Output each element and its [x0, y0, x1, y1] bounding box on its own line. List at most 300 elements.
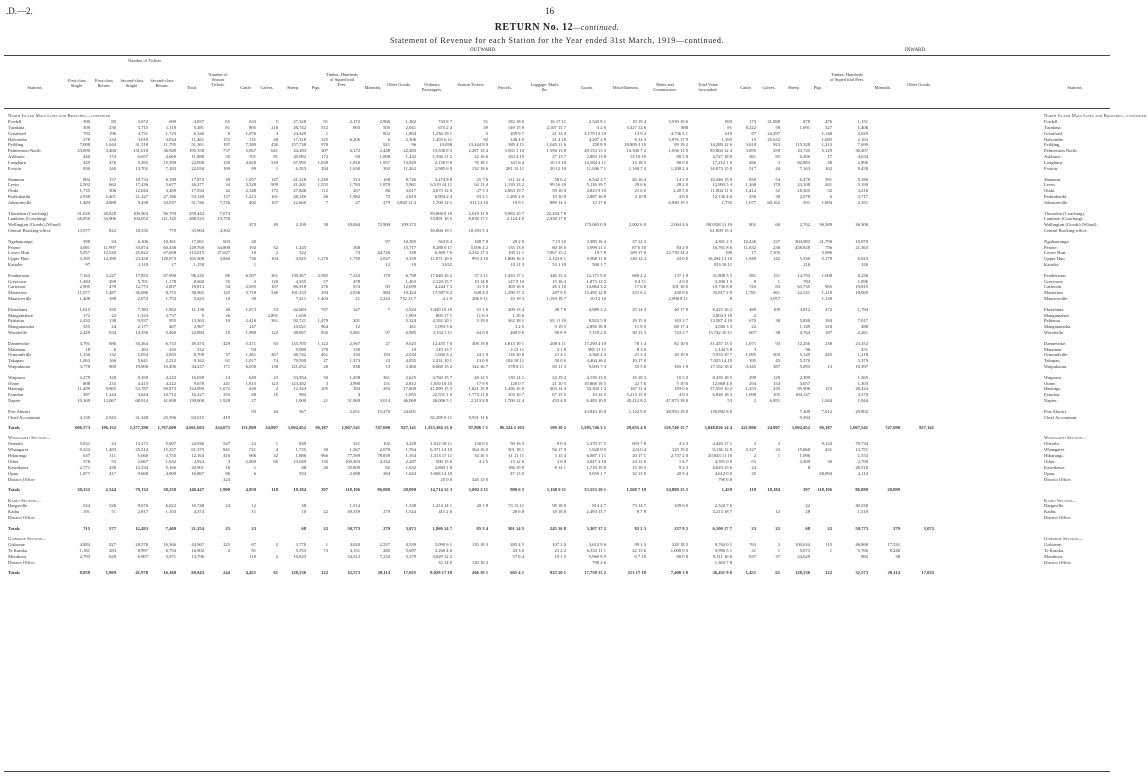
- cell-value: 9,162: [193, 358, 204, 364]
- cell-value: 5,830: [799, 318, 810, 324]
- cell-value: 390: [83, 118, 90, 124]
- cell-value: 175,065 0 9: [584, 222, 606, 228]
- station-name-right: Johnsonville.: [1044, 200, 1069, 206]
- cell-value: 9,111 16 6: [712, 553, 732, 559]
- cell-value: 64 0 8: [476, 330, 488, 336]
- cell-value: 49,474: [191, 340, 204, 346]
- cell-value: 166: [109, 358, 116, 364]
- cell-value: 218: [825, 324, 832, 330]
- cell-value: 3,380 16 4: [586, 238, 606, 244]
- cell-value: 129: [773, 374, 780, 380]
- cell-value: 4,989 3 2: [588, 306, 606, 312]
- cell-value: 92,721: [293, 318, 306, 324]
- cell-value: 923 18 11: [713, 262, 732, 268]
- col-stations: Stations.: [27, 85, 43, 90]
- cell-value: 630: [249, 386, 256, 392]
- cell-value: 5,054: [137, 352, 148, 358]
- cell-value: 3,820 11 4: [396, 200, 416, 206]
- cell-value: 278: [83, 136, 90, 142]
- cell-value: 183 0 6: [674, 386, 688, 392]
- cell-value: 2,771: [79, 464, 90, 470]
- cell-value: 68,843: [191, 570, 204, 576]
- cell-value: 2,123 8 1: [548, 256, 566, 262]
- cell-value: 2,095: [245, 284, 256, 290]
- cell-value: 8: [753, 278, 756, 284]
- station-name-right: Mauriceville.: [1044, 296, 1069, 302]
- cell-value: 7,309: [799, 408, 810, 414]
- cell-value: 6,340: [193, 130, 204, 136]
- cell-value: 4,560 2 3: [588, 352, 606, 358]
- station-name-right: Ngahauranga.: [1044, 238, 1070, 244]
- cell-value: 109,372: [401, 222, 416, 228]
- cell-value: 3,565 1 10: [504, 148, 524, 154]
- cell-value: 35,809: [347, 464, 360, 470]
- cell-value: 1,303: [857, 380, 868, 386]
- cell-value: 4 0 3: [678, 392, 688, 398]
- cell-value: 5,370: [799, 358, 810, 364]
- station-name-right: Featherston.: [1044, 272, 1067, 278]
- col-tickets-group: Number of Tickets.: [127, 58, 163, 63]
- cell-value: 3,072: [923, 525, 934, 531]
- cell-value: 128,236: [291, 570, 306, 576]
- cell-value: 100,634: [795, 542, 810, 548]
- cell-value: 63,735: [797, 284, 810, 290]
- cell-value: 24,297: [767, 130, 780, 136]
- cell-value: 37: [775, 553, 780, 559]
- cell-value: 31,808 5 5: [712, 272, 732, 278]
- cell-value: 14,584 2 11: [584, 160, 606, 166]
- cell-value: 195,358: [189, 148, 204, 154]
- cell-value: 985 11 11: [587, 346, 606, 352]
- cell-value: 649: [249, 374, 256, 380]
- cell-value: 96,324 2 103: [499, 425, 524, 430]
- cell-value: 18 18 8: [552, 509, 566, 515]
- cell-value: 1,989: [245, 330, 256, 336]
- cell-value: 12,171 9 0: [586, 272, 606, 278]
- cell-value: 17: [171, 262, 176, 268]
- cell-value: 102: [825, 166, 832, 172]
- cell-value: 1,735: [79, 188, 90, 194]
- cell-value: 1,957: [379, 160, 390, 166]
- cell-value: 984: [299, 392, 306, 398]
- col-total: Total.: [186, 85, 198, 90]
- cell-value: 6,100 17 7: [712, 525, 732, 531]
- cell-value: 1,096: [799, 453, 810, 459]
- station-name: Shannon: [8, 176, 25, 182]
- cell-value: 303 14 3: [549, 386, 566, 392]
- cell-value: 24 19 2: [552, 374, 566, 380]
- cell-value: 5,471: [245, 340, 256, 346]
- cell-value: 22: [323, 509, 328, 515]
- cell-value: 53,954: [293, 374, 306, 380]
- cell-value: 2,027: [379, 256, 390, 262]
- station-name: Otaki: [8, 188, 19, 194]
- cell-value: 8,858: [79, 570, 90, 576]
- cell-value: 10,385: [403, 238, 416, 244]
- col-sheep: Sheep.: [287, 85, 299, 90]
- cell-value: 35: [225, 154, 230, 160]
- station-name: Longburn: [8, 160, 27, 166]
- cell-value: 2,433: [79, 318, 90, 324]
- cell-value: 99,068 9 10: [430, 210, 452, 216]
- cell-value: 11,409: [77, 386, 90, 392]
- cell-value: 2,213 8 8: [470, 398, 488, 404]
- cell-value: 13,977: [77, 228, 90, 234]
- cell-value: 1: [777, 278, 780, 284]
- cell-value: 294: [749, 380, 756, 386]
- cell-value: 6,985: [405, 330, 416, 336]
- cell-value: 19 10 0: [552, 194, 566, 200]
- cell-value: 205: [321, 386, 328, 392]
- table-section: [4, 536, 1110, 565]
- cell-value: 224 0 4: [632, 447, 646, 453]
- cell-value: 841: [223, 447, 230, 453]
- cell-value: 85 3 4: [476, 525, 488, 531]
- page-code: .D.—2.: [6, 6, 33, 16]
- cell-value: 37: [225, 352, 230, 358]
- cell-value: 747,690: [375, 425, 390, 430]
- cell-value: 387: [773, 364, 780, 370]
- cell-value: 5,381: [193, 124, 204, 130]
- cell-value: 6,657: [137, 154, 148, 160]
- cell-value: 13,067: [103, 398, 116, 404]
- cell-value: 138: [109, 318, 116, 324]
- station-name-right: Otaki.: [1044, 188, 1056, 194]
- cell-value: 17,809: [403, 386, 416, 392]
- cell-value: 430: [109, 464, 116, 470]
- cell-value: 1,017: [245, 358, 256, 364]
- cell-value: 1,620 9 0: [588, 447, 606, 453]
- cell-value: 51,746: [191, 200, 204, 206]
- cell-value: 20,843 11 10: [708, 453, 732, 459]
- cell-value: 122: [825, 570, 832, 576]
- cell-value: 131: [249, 136, 256, 142]
- cell-value: 429: [223, 340, 230, 346]
- cell-value: 151: [773, 272, 780, 278]
- cell-value: 24,946: [191, 441, 204, 447]
- cell-value: 1,433 17 1: [504, 272, 524, 278]
- cell-value: 693 7 8: [632, 441, 646, 447]
- cell-value: 22,730 14 2: [666, 250, 688, 256]
- table-section: [4, 211, 1110, 235]
- cell-value: 326 15 0: [471, 476, 488, 482]
- cell-value: 29 15 0: [632, 318, 646, 324]
- cell-value: 59 16 0: [552, 188, 566, 194]
- station-name: Hastings: [8, 386, 25, 392]
- cell-value: 3: [753, 346, 756, 352]
- cell-value: 1,585,746 3 1: [580, 425, 606, 430]
- cell-value: 478: [353, 278, 360, 284]
- cell-value: 287 9 5: [552, 290, 566, 296]
- table-row: [4, 262, 1110, 268]
- cell-value: 23: [251, 525, 256, 531]
- cell-value: 1,414 14 1: [432, 503, 452, 509]
- cell-value: 193: [383, 352, 390, 358]
- cell-value: 1,168 0 11: [546, 487, 566, 493]
- cell-value: 187: [825, 330, 832, 336]
- cell-value: 3,227: [105, 272, 116, 278]
- cell-value: 73: [385, 194, 390, 200]
- cell-value: 1,213: [821, 142, 832, 148]
- station-name-right: Ashhurst.: [1044, 154, 1062, 160]
- cell-value: 7,232: [379, 553, 390, 559]
- cell-value: 7,105: [769, 250, 780, 256]
- cell-value: 51: [483, 118, 488, 124]
- cell-value: 83: [775, 284, 780, 290]
- cell-value: 2,212: [165, 358, 176, 364]
- cell-value: 4,374: [193, 509, 204, 515]
- cell-value: 96: [411, 142, 416, 148]
- cell-value: 44,967: [191, 542, 204, 548]
- cell-value: 3,030 10 10: [430, 306, 452, 312]
- cell-value: 82,285 8 11: [430, 414, 452, 420]
- cell-value: 29,802: [855, 408, 868, 414]
- cell-value: 524: [83, 503, 90, 509]
- cell-value: 42: [225, 188, 230, 194]
- cell-value: 77,589: [347, 453, 360, 459]
- cell-value: 1,313 17 11: [430, 453, 452, 459]
- cell-value: 20 17 1: [632, 453, 646, 459]
- cell-value: 1: [275, 166, 278, 172]
- cell-value: 7,343: [349, 272, 360, 278]
- cell-value: 8,823 5 8: [588, 318, 606, 324]
- table-row: [4, 415, 1110, 421]
- cell-value: 53: [727, 398, 732, 404]
- cell-value: 45,212 8 2: [626, 398, 646, 404]
- cell-value: 13: [385, 364, 390, 370]
- cell-value: 2,107 15 7: [546, 124, 566, 130]
- cell-value: 9,438: [137, 200, 148, 206]
- cell-value: 2,625: [405, 374, 416, 380]
- station-name-right: Mangatainoka.: [1044, 324, 1072, 330]
- cell-value: 82 10 0: [674, 340, 688, 346]
- cell-value: 179: [321, 346, 328, 352]
- cell-value: 3,379: [857, 358, 868, 364]
- cell-value: 430: [271, 142, 278, 148]
- page-subtitle: Statement of Revenue for each Station for the Year ended 31st March, 1919—continued.: [389, 36, 725, 45]
- cell-value: 1,944: [857, 398, 868, 404]
- cell-value: 391: [825, 176, 832, 182]
- cell-value: 192: [249, 244, 256, 250]
- station-name: Palmerston North: [8, 148, 41, 154]
- cell-value: 259: [773, 148, 780, 154]
- cell-value: 311 13 10: [469, 200, 488, 206]
- cell-value: 619: [725, 130, 732, 136]
- cell-value: 13 9 4: [634, 130, 646, 136]
- cell-value: 21: [323, 398, 328, 404]
- station-name-right: Parikakariki.: [1044, 194, 1068, 200]
- station-name: Otane: [8, 380, 19, 386]
- cell-value: 101,333: [291, 290, 306, 296]
- cell-value: 168: [383, 176, 390, 182]
- cell-value: 37 12 3: [632, 238, 646, 244]
- cell-value: 115,328: [795, 142, 810, 148]
- station-name: Lower Hutt: [8, 250, 30, 256]
- station-name: Takapau: [8, 358, 24, 364]
- cell-value: 32: [827, 188, 832, 194]
- cell-value: 22 16 6: [474, 154, 488, 160]
- cell-value: 827: [109, 542, 116, 548]
- cell-value: 16,168: [163, 570, 176, 576]
- cell-value: 3,550 19 6: [668, 118, 688, 124]
- cell-value: 327: [825, 124, 832, 130]
- cell-value: 3,071: [165, 553, 176, 559]
- cell-value: 3,216: [857, 188, 868, 194]
- cell-value: 68: [301, 525, 306, 531]
- cell-value: 19,736 8 8: [712, 284, 732, 290]
- cell-value: 10,169: [77, 398, 90, 404]
- cell-value: 2,277,290: [129, 425, 148, 430]
- cell-value: 13,750: [217, 216, 230, 222]
- cell-value: 10 14 5: [592, 392, 606, 398]
- cell-value: 1,784: [857, 306, 868, 312]
- cell-value: 99 1 3: [634, 542, 646, 548]
- cell-value: 2,702: [799, 222, 810, 228]
- cell-value: 11,071 10 0: [430, 256, 452, 262]
- cell-value: 4,355: [295, 278, 306, 284]
- cell-value: 430 8 6: [674, 290, 688, 296]
- cell-value: 923: [773, 142, 780, 148]
- cell-value: 12: [251, 503, 256, 509]
- cell-value: 324: [223, 476, 230, 482]
- cell-value: 92: [483, 136, 488, 142]
- cell-value: 23,352: [855, 340, 868, 346]
- cell-value: 13,742 10 11: [708, 330, 732, 336]
- cell-value: 1,514: [349, 503, 360, 509]
- cell-value: 28,518: [855, 464, 868, 470]
- station-name-right: Otane.: [1044, 380, 1057, 386]
- cell-value: 1,818: [349, 160, 360, 166]
- cell-value: 3,999 11 1: [586, 244, 606, 250]
- cell-value: 109,963: [133, 210, 148, 216]
- cell-value: 1,632: [405, 464, 416, 470]
- cell-value: 6,172: [349, 148, 360, 154]
- cell-value: 335: [109, 306, 116, 312]
- cell-value: 2: [275, 542, 278, 548]
- cell-value: 22,551 1 0: [432, 392, 452, 398]
- cell-value: 33,074: [135, 244, 148, 250]
- cell-value: 1,692 3 2: [434, 352, 452, 358]
- cell-value: 7,118 2 0: [588, 330, 606, 336]
- cell-value: 690: [169, 118, 176, 124]
- table-section: [4, 239, 1110, 268]
- cell-value: 8 14 1: [554, 464, 566, 470]
- col-pigs: Pigs.: [311, 85, 321, 90]
- cell-value: 802: [383, 130, 390, 136]
- cell-value: 47,073 18 0: [666, 398, 688, 404]
- cell-value: 3,260 4 6: [434, 547, 452, 553]
- cell-value: 150: [223, 160, 230, 166]
- cell-value: 12: [355, 324, 360, 330]
- cell-value: 15,270: [377, 408, 390, 414]
- cell-value: 13,520: [103, 250, 116, 256]
- station-name: Port Ahuriri: [8, 408, 31, 414]
- cell-value: 9,169: [137, 374, 148, 380]
- totals-row: [4, 425, 1110, 431]
- cell-value: 90 8 9: [554, 330, 566, 336]
- cell-value: 51,969: [347, 398, 360, 404]
- cell-value: 9 0 4: [556, 441, 566, 447]
- col-inward-cattle: Cattle.: [740, 85, 752, 90]
- cell-value: 2,279: [79, 374, 90, 380]
- cell-value: 19,006: [135, 364, 148, 370]
- col-second-single: Second-class Single.: [120, 78, 144, 88]
- cell-value: 673 2 4: [438, 124, 452, 130]
- cell-value: 16 18 3: [632, 374, 646, 380]
- cell-value: 25,632: [767, 136, 780, 142]
- cell-value: 814 4 7: [592, 503, 606, 509]
- cell-value: 397: [321, 487, 328, 493]
- cell-value: 2,938: [79, 194, 90, 200]
- cell-value: 17,212 1 8: [712, 160, 732, 166]
- cell-value: 18,184: [767, 487, 780, 493]
- cell-value: 23 18 5: [632, 160, 646, 166]
- cell-value: 34,800: [217, 244, 230, 250]
- col-calves: Calves.: [260, 85, 274, 90]
- cell-value: 3,034: [165, 136, 176, 142]
- table-row: [4, 166, 1110, 172]
- page-bottom-rule: [4, 771, 1110, 772]
- cell-value: 4,539: [405, 542, 416, 548]
- cell-value: 17,162 18 0: [710, 364, 732, 370]
- cell-value: 11,880: [191, 154, 204, 160]
- cell-value: 20 10 0: [674, 352, 688, 358]
- cell-value: 10,424: [403, 290, 416, 296]
- cell-value: 378 8 11: [508, 364, 524, 370]
- cell-value: 11 6 3: [476, 312, 488, 318]
- cell-value: 60: [775, 222, 780, 228]
- cell-value: 39: [775, 194, 780, 200]
- cell-value: 4,243: [165, 374, 176, 380]
- cell-value: 500 1 7: [592, 262, 606, 268]
- cell-value: 1,404: [317, 296, 328, 302]
- cell-value: 1,894: [821, 200, 832, 206]
- cell-value: 2,737 2 0: [670, 453, 688, 459]
- cell-value: 1: [253, 262, 256, 268]
- cell-value: 118,196: [817, 487, 832, 493]
- cell-value: 111: [109, 453, 116, 459]
- station-name-right: Takapau.: [1044, 358, 1061, 364]
- cell-value: 1,353,384 13 0: [424, 425, 452, 430]
- cell-value: 163 4 10: [507, 154, 524, 160]
- cell-value: 2,199: [295, 222, 306, 228]
- cell-value: 161: [271, 194, 278, 200]
- cell-value: 34 16 5: [474, 453, 488, 459]
- cell-value: 1,044: [821, 398, 832, 404]
- cell-value: 190: [725, 250, 732, 256]
- cell-value: 1,393: [721, 136, 732, 142]
- cell-value: 9,394: [799, 414, 810, 420]
- cell-value: 10,361: [163, 238, 176, 244]
- station-name-right: Palmerston North.: [1044, 148, 1078, 154]
- cell-value: 3,755: [165, 453, 176, 459]
- cell-value: 40,230: [855, 503, 868, 509]
- cell-value: 49: [273, 222, 278, 228]
- cell-value: 563 8 4: [438, 238, 452, 244]
- cell-value: 10: [225, 296, 230, 302]
- cell-value: 1,877: [79, 470, 90, 476]
- cell-value: 869: [109, 364, 116, 370]
- cell-value: 22,884: [191, 330, 204, 336]
- cell-value: 1,518: [857, 509, 868, 515]
- cell-value: 21,790: [819, 238, 832, 244]
- station-name: Dannevirke: [8, 340, 30, 346]
- col-other-goods: Other Goods.: [387, 82, 411, 87]
- cell-value: 78 1 4: [634, 340, 646, 346]
- cell-value: 60: [273, 458, 278, 464]
- cell-value: 1: [325, 130, 328, 136]
- cell-value: 15 16 3: [552, 278, 566, 284]
